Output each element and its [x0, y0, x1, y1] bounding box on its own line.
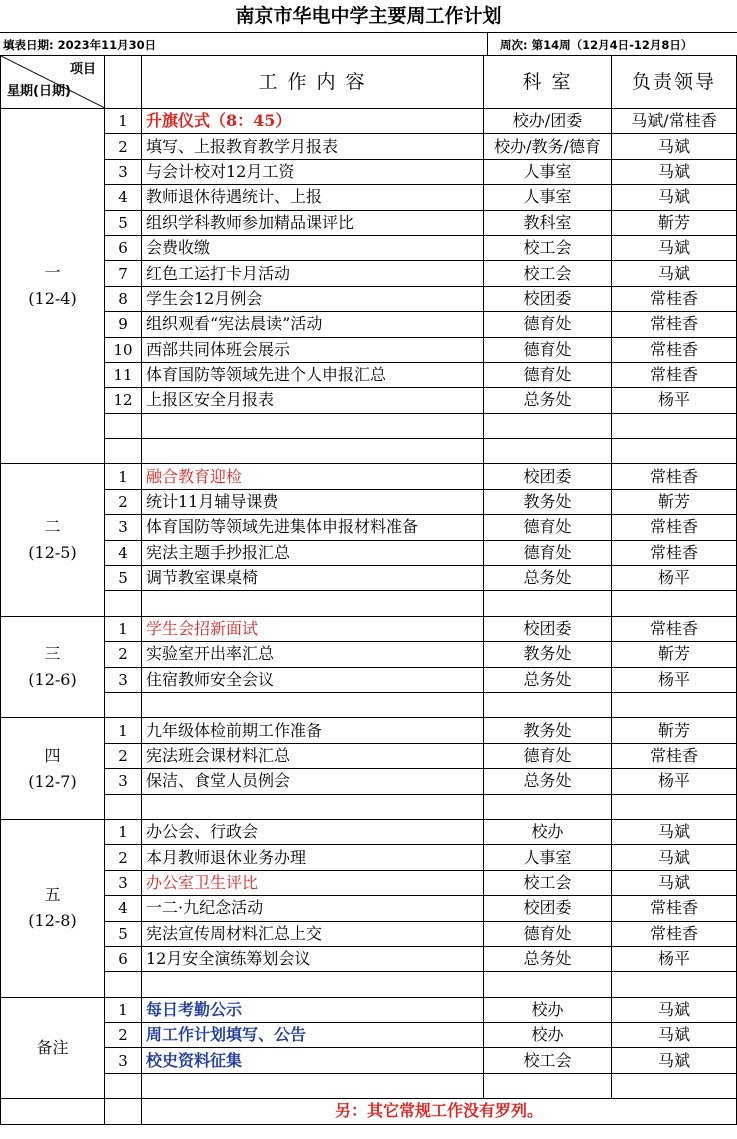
day-date: (12-8)	[28, 911, 77, 931]
item-number: 2	[105, 1023, 142, 1048]
item-dept: 总务处	[484, 946, 612, 971]
table-row	[1, 210, 737, 235]
footer-note: 另：其它常规工作没有罗列。	[142, 1099, 737, 1124]
day-cell	[1, 819, 105, 997]
item-number: 3	[105, 159, 142, 184]
empty-cell	[484, 794, 612, 819]
empty-cell	[612, 439, 737, 464]
day-cell	[1, 109, 105, 464]
item-number: 2	[105, 489, 142, 514]
table-row	[1, 566, 737, 591]
table-row	[1, 134, 737, 159]
empty-cell	[105, 439, 142, 464]
item-dept: 校办	[484, 819, 612, 844]
item-dept: 校办/团委	[484, 109, 612, 134]
empty-cell	[484, 413, 612, 438]
table-row	[1, 362, 737, 387]
item-content: 填写、上报教育教学月报表	[142, 134, 484, 159]
item-dept: 德育处	[484, 362, 612, 387]
item-content: 宪法班会课材料汇总	[142, 743, 484, 768]
empty-cell	[612, 413, 737, 438]
day-cell	[1, 997, 105, 1099]
item-number: 12	[105, 388, 142, 413]
item-dept: 校办	[484, 1023, 612, 1048]
corner-header-cell	[1, 56, 105, 109]
item-lead: 常桂香	[612, 540, 737, 565]
item-dept: 校团委	[484, 616, 612, 641]
item-lead: 马斌	[612, 134, 737, 159]
item-dept: 校工会	[484, 235, 612, 260]
day-name: 一	[44, 263, 61, 283]
item-lead: 靳芳	[612, 718, 737, 743]
item-dept: 校办/教务/德育	[484, 134, 612, 159]
table-row	[1, 439, 737, 464]
page-title: 南京市华电中学主要周工作计划	[235, 5, 502, 27]
table-row	[1, 946, 737, 971]
item-dept: 德育处	[484, 540, 612, 565]
item-content: 校史资料征集	[142, 1048, 484, 1073]
table-row	[1, 312, 737, 337]
item-content: 组织观看“宪法晨读”活动	[142, 312, 484, 337]
empty-cell	[612, 1073, 737, 1098]
item-number: 1	[105, 616, 142, 641]
footer-row	[1, 1099, 737, 1124]
item-content: 保洁、食堂人员例会	[142, 769, 484, 794]
day-name: 四	[44, 745, 61, 765]
item-content: 学生会12月例会	[142, 286, 484, 311]
item-lead: 马斌	[612, 261, 737, 286]
empty-cell	[484, 1073, 612, 1098]
item-content: 学生会招新面试	[142, 616, 484, 641]
table-row	[1, 870, 737, 895]
table-row	[1, 718, 737, 743]
item-number: 3	[105, 769, 142, 794]
table-row	[1, 464, 737, 489]
item-content: 每日考勤公示	[142, 997, 484, 1022]
header-row	[1, 56, 737, 109]
item-number: 1	[105, 109, 142, 134]
item-number: 1	[105, 718, 142, 743]
item-number: 8	[105, 286, 142, 311]
empty-cell	[612, 972, 737, 997]
table-row	[1, 972, 737, 997]
item-content: 办公会、行政会	[142, 819, 484, 844]
fill-date: 填表日期: 2023年11月30日	[3, 38, 157, 52]
item-dept: 人事室	[484, 845, 612, 870]
empty-cell	[612, 591, 737, 616]
table-row	[1, 337, 737, 362]
item-number: 2	[105, 134, 142, 159]
item-dept: 教务处	[484, 642, 612, 667]
item-number: 2	[105, 743, 142, 768]
table-row	[1, 1023, 737, 1048]
item-content: 周工作计划填写、公告	[142, 1023, 484, 1048]
item-dept: 德育处	[484, 337, 612, 362]
empty-cell	[142, 692, 484, 717]
item-content: 办公室卫生评比	[142, 870, 484, 895]
empty-cell	[142, 591, 484, 616]
item-dept: 德育处	[484, 312, 612, 337]
item-content: 红色工运打卡月活动	[142, 261, 484, 286]
item-lead: 常桂香	[612, 515, 737, 540]
empty-cell	[142, 972, 484, 997]
item-lead: 常桂香	[612, 362, 737, 387]
item-content: 会费收缴	[142, 235, 484, 260]
item-number: 3	[105, 870, 142, 895]
empty-cell	[484, 591, 612, 616]
item-dept: 教务处	[484, 718, 612, 743]
item-lead: 靳芳	[612, 489, 737, 514]
empty-cell	[105, 591, 142, 616]
item-dept: 校办	[484, 997, 612, 1022]
empty-cell	[142, 439, 484, 464]
table-row	[1, 109, 737, 134]
table-row	[1, 921, 737, 946]
item-number: 4	[105, 185, 142, 210]
empty-cell	[105, 972, 142, 997]
header-dept: 科 室	[484, 56, 612, 109]
header-lead: 负责领导	[612, 56, 737, 109]
item-content: 宪法宣传周材料汇总上交	[142, 921, 484, 946]
table-row	[1, 235, 737, 260]
item-dept: 人事室	[484, 159, 612, 184]
item-number: 6	[105, 946, 142, 971]
item-dept: 教务处	[484, 489, 612, 514]
item-lead: 靳芳	[612, 210, 737, 235]
item-lead: 常桂香	[612, 921, 737, 946]
item-content: 宪法主题手抄报汇总	[142, 540, 484, 565]
item-number: 1	[105, 819, 142, 844]
item-lead: 马斌	[612, 870, 737, 895]
item-number: 2	[105, 845, 142, 870]
empty-cell	[105, 413, 142, 438]
table-row	[1, 845, 737, 870]
table-row	[1, 692, 737, 717]
item-content: 统计11月辅导课费	[142, 489, 484, 514]
table-row	[1, 261, 737, 286]
item-content: 本月教师退休业务办理	[142, 845, 484, 870]
day-cell	[1, 718, 105, 820]
day-date: (12-7)	[28, 771, 77, 791]
empty-cell	[484, 439, 612, 464]
empty-cell	[105, 1073, 142, 1098]
empty-cell	[612, 794, 737, 819]
item-lead: 马斌	[612, 159, 737, 184]
table-row	[1, 743, 737, 768]
table-row	[1, 540, 737, 565]
item-dept: 教科室	[484, 210, 612, 235]
item-lead: 马斌	[612, 997, 737, 1022]
item-content: 升旗仪式（8：45）	[142, 109, 484, 134]
table-row	[1, 616, 737, 641]
item-number: 4	[105, 540, 142, 565]
day-date: (12-4)	[28, 289, 77, 309]
day-date: (12-5)	[28, 543, 77, 563]
item-number: 3	[105, 1048, 142, 1073]
item-lead: 常桂香	[612, 286, 737, 311]
item-number: 5	[105, 921, 142, 946]
item-content: 体育国防等领域先进个人申报汇总	[142, 362, 484, 387]
item-dept: 校工会	[484, 1048, 612, 1073]
item-lead: 杨平	[612, 388, 737, 413]
week-range: 周次: 第14周（12月4日-12月8日）	[500, 38, 693, 52]
day-name: 三	[44, 644, 61, 664]
item-lead: 杨平	[612, 667, 737, 692]
item-dept: 德育处	[484, 743, 612, 768]
item-lead: 杨平	[612, 566, 737, 591]
item-number: 3	[105, 515, 142, 540]
day-date: (12-6)	[28, 670, 77, 690]
day-cell	[1, 464, 105, 616]
item-dept: 总务处	[484, 388, 612, 413]
table-row	[1, 794, 737, 819]
table-row	[1, 1073, 737, 1098]
item-lead: 常桂香	[612, 464, 737, 489]
header-content: 工 作 内 容	[142, 56, 484, 109]
table-row	[1, 642, 737, 667]
item-content: 九年级体检前期工作准备	[142, 718, 484, 743]
item-number: 1	[105, 464, 142, 489]
day-cell	[1, 616, 105, 718]
day-name: 五	[44, 885, 61, 905]
item-lead: 靳芳	[612, 642, 737, 667]
item-content: 融合教育迎检	[142, 464, 484, 489]
item-content: 教师退休待遇统计、上报	[142, 185, 484, 210]
corner-day-label: 星期(日期)	[7, 84, 71, 99]
item-number: 4	[105, 896, 142, 921]
empty-cell	[142, 413, 484, 438]
item-lead: 马斌	[612, 819, 737, 844]
table-row	[1, 769, 737, 794]
item-content: 实验室开出率汇总	[142, 642, 484, 667]
item-lead: 马斌	[612, 1048, 737, 1073]
item-dept: 校工会	[484, 261, 612, 286]
item-number: 10	[105, 337, 142, 362]
item-lead: 杨平	[612, 946, 737, 971]
table-row	[1, 489, 737, 514]
item-content: 住宿教师安全会议	[142, 667, 484, 692]
item-content: 上报区安全月报表	[142, 388, 484, 413]
table-row	[1, 185, 737, 210]
item-dept: 校工会	[484, 870, 612, 895]
item-lead: 常桂香	[612, 743, 737, 768]
item-dept: 校团委	[484, 286, 612, 311]
item-lead: 常桂香	[612, 337, 737, 362]
item-content: 一二·九纪念活动	[142, 896, 484, 921]
table-row	[1, 591, 737, 616]
item-number: 2	[105, 642, 142, 667]
item-lead: 马斌	[612, 235, 737, 260]
item-lead: 马斌	[612, 185, 737, 210]
empty-cell	[105, 794, 142, 819]
item-content: 组织学科教师参加精品课评比	[142, 210, 484, 235]
day-name: 备注	[36, 1037, 69, 1057]
item-content: 12月安全演练筹划会议	[142, 946, 484, 971]
empty-cell	[612, 692, 737, 717]
table-row	[1, 159, 737, 184]
item-number: 5	[105, 566, 142, 591]
item-number: 3	[105, 667, 142, 692]
footer-empty-cell	[1, 1099, 105, 1124]
table-row	[1, 413, 737, 438]
item-number: 1	[105, 997, 142, 1022]
footer-empty-cell	[105, 1099, 142, 1124]
meta-divider	[487, 33, 488, 55]
table-row	[1, 515, 737, 540]
item-content: 西部共同体班会展示	[142, 337, 484, 362]
table-row	[1, 388, 737, 413]
day-name: 二	[44, 517, 61, 537]
empty-cell	[484, 692, 612, 717]
empty-cell	[484, 972, 612, 997]
item-dept: 校团委	[484, 896, 612, 921]
item-number: 6	[105, 235, 142, 260]
item-lead: 马斌	[612, 845, 737, 870]
item-dept: 校团委	[484, 464, 612, 489]
item-number: 5	[105, 210, 142, 235]
item-lead: 马斌/常桂香	[612, 109, 737, 134]
header-number-cell	[105, 56, 142, 109]
table-row	[1, 819, 737, 844]
item-lead: 杨平	[612, 769, 737, 794]
item-dept: 德育处	[484, 921, 612, 946]
item-dept: 总务处	[484, 667, 612, 692]
item-number: 7	[105, 261, 142, 286]
corner-item-label: 项目	[69, 62, 96, 77]
table-row	[1, 896, 737, 921]
item-number: 11	[105, 362, 142, 387]
item-number: 9	[105, 312, 142, 337]
table-row	[1, 997, 737, 1022]
empty-cell	[142, 794, 484, 819]
item-lead: 常桂香	[612, 616, 737, 641]
item-dept: 人事室	[484, 185, 612, 210]
table-row	[1, 1048, 737, 1073]
work-plan-table	[0, 55, 737, 1125]
item-lead: 马斌	[612, 1023, 737, 1048]
item-dept: 总务处	[484, 769, 612, 794]
table-row	[1, 667, 737, 692]
item-content: 与会计校对12月工资	[142, 159, 484, 184]
empty-cell	[142, 1073, 484, 1098]
item-content: 体育国防等领域先进集体申报材料准备	[142, 515, 484, 540]
item-content: 调节教室课桌椅	[142, 566, 484, 591]
meta-bar	[0, 32, 737, 55]
item-dept: 德育处	[484, 515, 612, 540]
item-lead: 常桂香	[612, 312, 737, 337]
table-row	[1, 286, 737, 311]
empty-cell	[105, 692, 142, 717]
item-lead: 常桂香	[612, 896, 737, 921]
item-dept: 总务处	[484, 566, 612, 591]
